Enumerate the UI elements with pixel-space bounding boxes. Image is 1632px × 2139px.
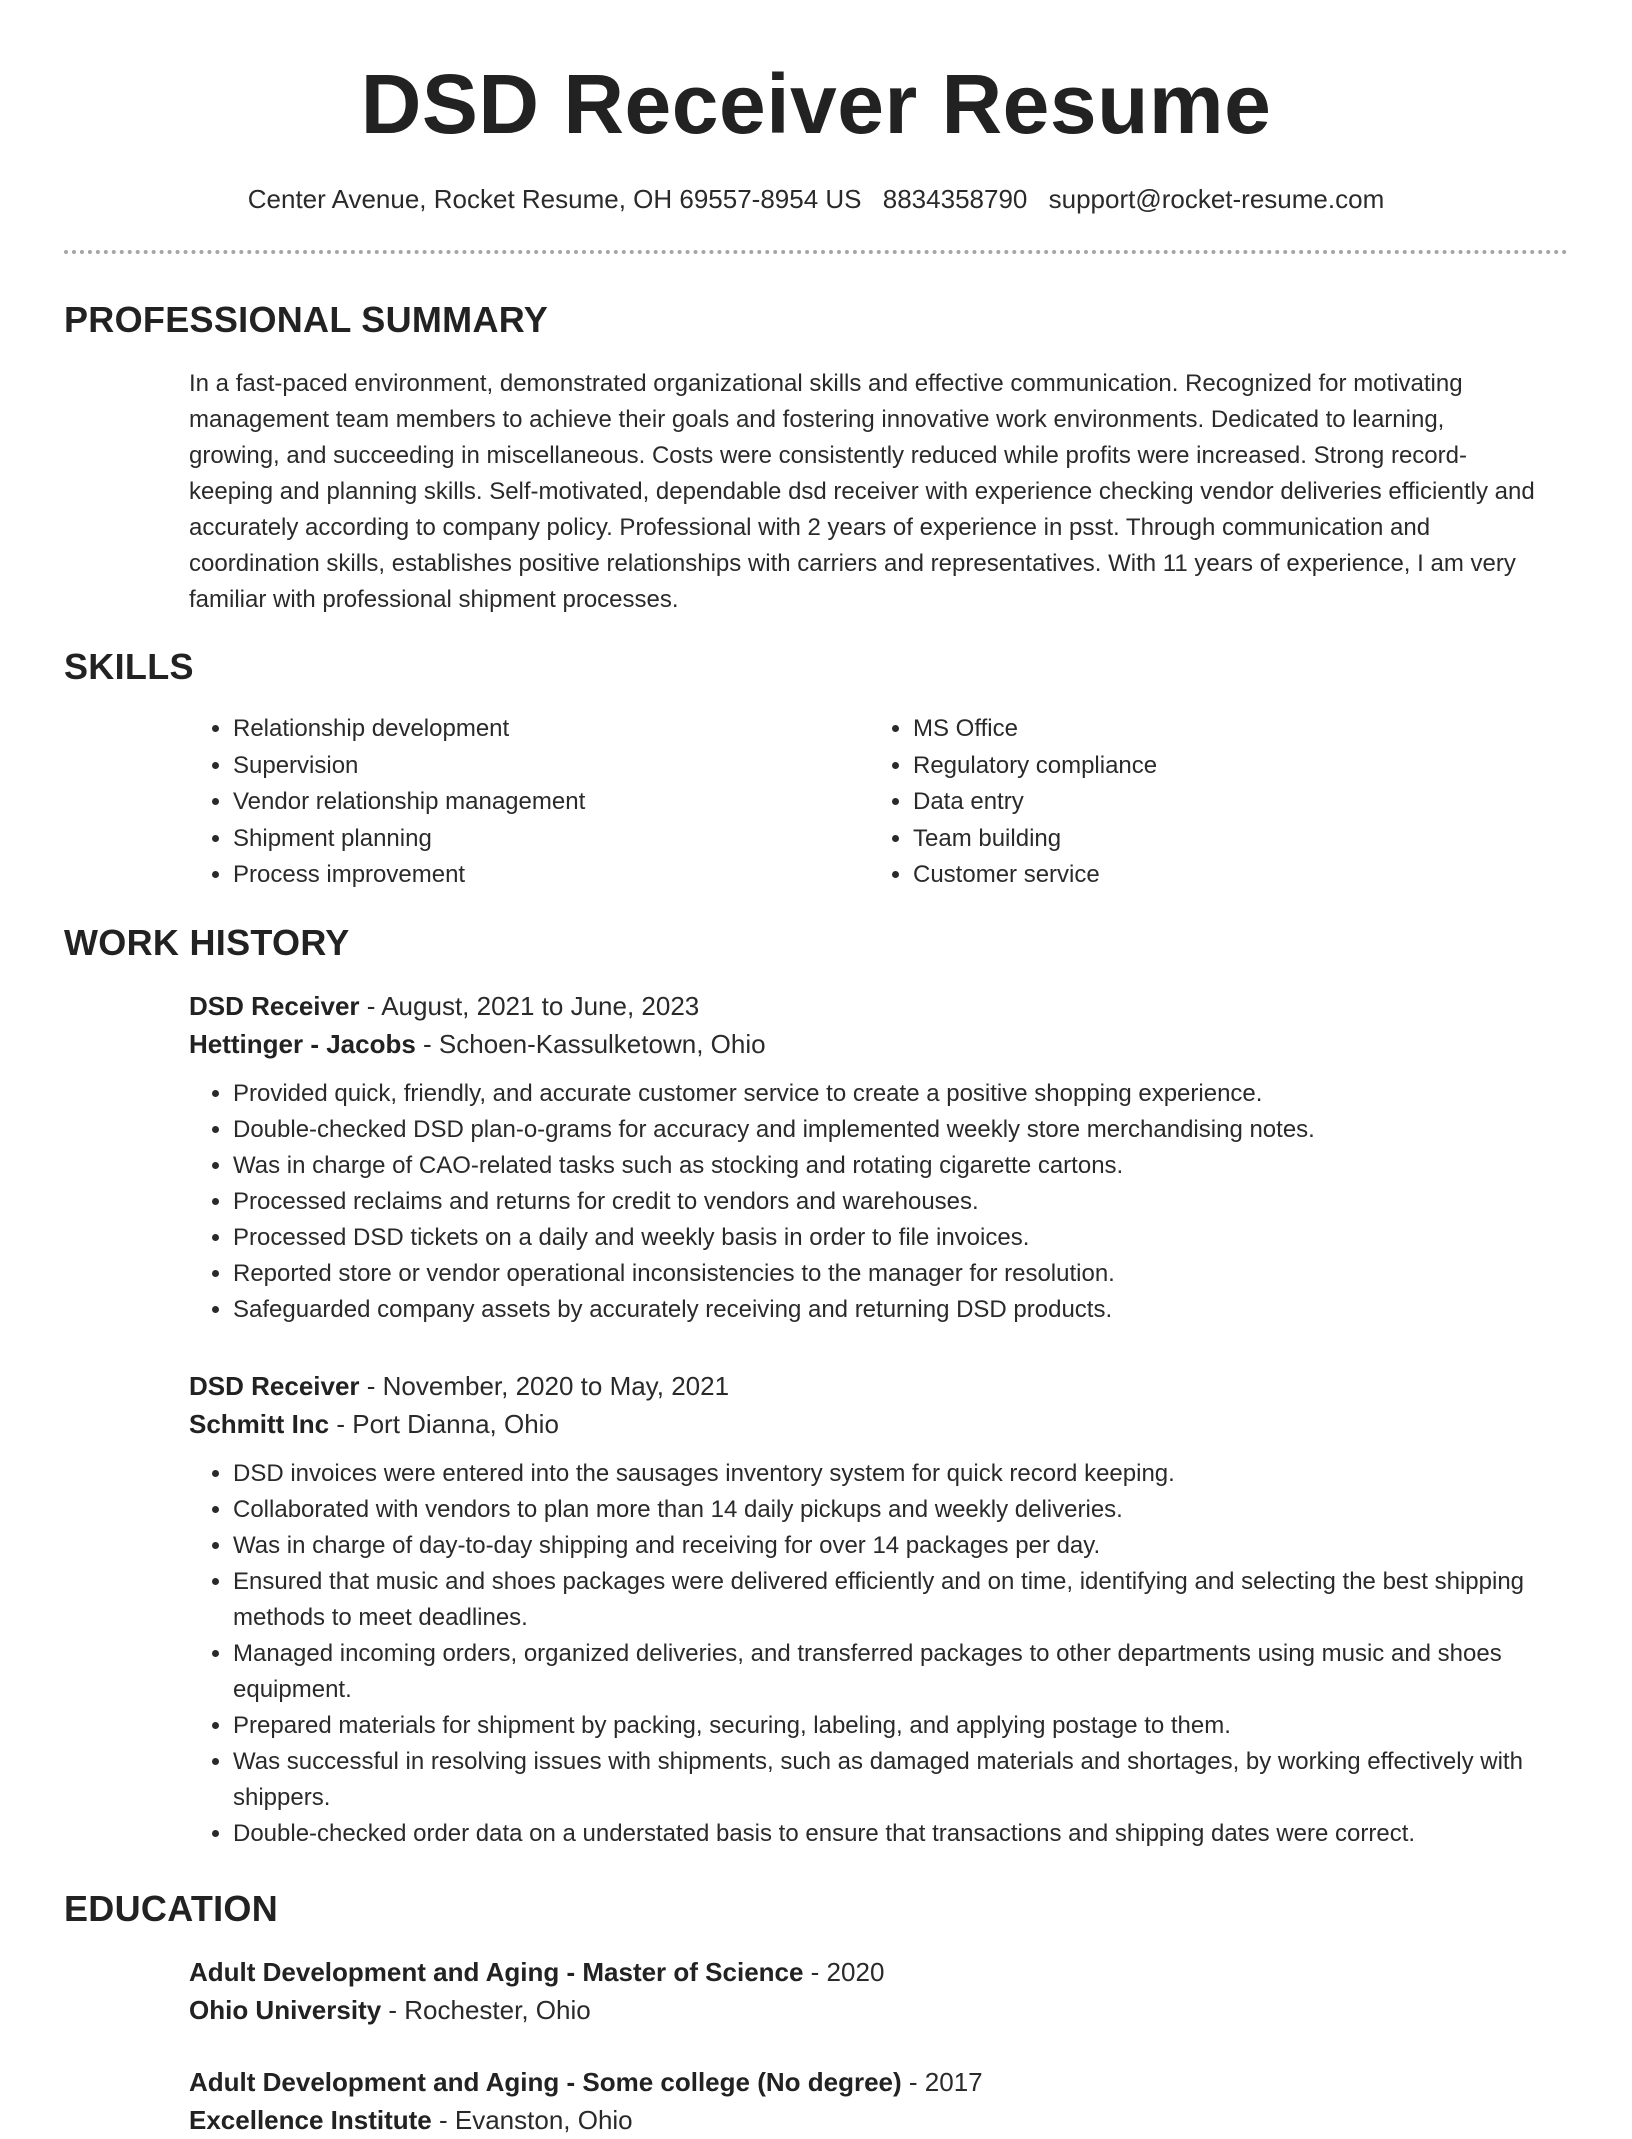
education-degree-line (189, 1953, 1569, 1991)
skills-column-left (189, 711, 869, 894)
skill-item: • Supervision (233, 748, 869, 785)
job-bullet: • Processed reclaims and returns for credit to vendors and warehouses. (233, 1184, 1569, 1220)
education-school: Ohio University (189, 1995, 382, 2025)
job-bullet: • Was successful in resolving issues with shipments, such as damaged materials and shortages, by working effectively with shippers. (233, 1744, 1569, 1816)
job-bullet: • Managed incoming orders, organized deliveries, and transferred packages to other departments using music and shoes equipment. (233, 1636, 1569, 1708)
skill-item: • Regulatory compliance (913, 748, 1549, 785)
education-school: Excellence Institute (189, 2105, 432, 2135)
job-title-line (189, 1367, 1569, 1405)
skills-list (189, 711, 1549, 894)
section-title-skills: SKILLS (64, 646, 194, 687)
header-divider (64, 250, 1568, 254)
job-bullet: • Collaborated with vendors to plan more than 14 daily pickups and weekly deliveries. (233, 1492, 1569, 1528)
work-entry (189, 1367, 1569, 1852)
job-dates: - November, 2020 to May, 2021 (359, 1371, 730, 1401)
education-location: - Rochester, Ohio (381, 1995, 591, 2025)
job-title-line (189, 987, 1569, 1025)
education-degree: Adult Development and Aging - Some college (No degree) (189, 2067, 902, 2097)
education-school-line (189, 1991, 1569, 2029)
job-company: Hettinger - Jacobs (189, 1029, 416, 1059)
job-bullet: • Processed DSD tickets on a daily and weekly basis in order to file invoices. (233, 1220, 1569, 1256)
education-entry (189, 1953, 1569, 2029)
job-bullet: • Ensured that music and shoes packages were delivered efficiently and on time, identifying and selecting the best shipping methods to meet deadlines. (233, 1564, 1569, 1636)
job-title: DSD Receiver (189, 991, 360, 1021)
job-bullet: • Prepared materials for shipment by packing, securing, labeling, and applying postage to them. (233, 1708, 1569, 1744)
education-degree-line (189, 2063, 1569, 2101)
job-bullet: • Reported store or vendor operational inconsistencies to the manager for resolution. (233, 1256, 1569, 1292)
job-location: - Port Dianna, Ohio (329, 1409, 559, 1439)
skill-item: • Vendor relationship management (233, 784, 869, 821)
education-school-line (189, 2101, 1569, 2139)
education-entry (189, 2063, 1569, 2139)
resume-title: DSD Receiver Resume (360, 57, 1272, 151)
section-title-education: EDUCATION (64, 1888, 279, 1929)
skill-item: • MS Office (913, 711, 1549, 748)
skill-item: • Data entry (913, 784, 1549, 821)
job-bullet: • DSD invoices were entered into the sausages inventory system for quick record keeping. (233, 1456, 1569, 1492)
job-bullet: • Double-checked order data on a understated basis to ensure that transactions and shipping dates were correct. (233, 1816, 1569, 1852)
contact-phone: 8834358790 (882, 184, 1028, 214)
skill-item: • Relationship development (233, 711, 869, 748)
job-title: DSD Receiver (189, 1371, 360, 1401)
education-location: - Evanston, Ohio (431, 2105, 633, 2135)
contact-line (0, 182, 1632, 216)
section-title-summary: PROFESSIONAL SUMMARY (64, 299, 549, 340)
section-title-work-history: WORK HISTORY (64, 922, 350, 963)
skill-item: • Shipment planning (233, 821, 869, 858)
skill-item: • Customer service (913, 857, 1549, 894)
education-year: - 2020 (803, 1957, 885, 1987)
job-bullet: • Was in charge of day-to-day shipping and receiving for over 14 packages per day. (233, 1528, 1569, 1564)
job-location: - Schoen-Kassulketown, Ohio (415, 1029, 766, 1059)
education-degree: Adult Development and Aging - Master of Science (189, 1957, 804, 1987)
job-bullet: • Double-checked DSD plan-o-grams for accuracy and implemented weekly store merchandising notes. (233, 1112, 1569, 1148)
job-company-line (189, 1025, 1569, 1063)
skills-column-right (869, 711, 1549, 894)
job-bullet: • Provided quick, friendly, and accurate customer service to create a positive shopping experience. (233, 1076, 1569, 1112)
job-bullets (189, 1076, 1569, 1328)
contact-email[interactable]: support@rocket-resume.com (1048, 184, 1385, 214)
summary-text: In a fast-paced environment, demonstrated organizational skills and effective communication. Recognized for motivating management team members to achieve their goals and fostering innovative work environments. Dedicated to learning, growing, and succeeding in miscellaneous. Costs were consistently reduced while profits were increased. Strong record-keeping and planning skills. Self-motivated, dependable dsd receiver with experience checking vendor deliveries efficiently and accurately according to company policy. Professional with 2 years of experience in psst. Through communication and coordination skills, establishes positive relationships with carriers and representatives. With 11 years of experience, I am very familiar with professional shipment processes. (189, 370, 1535, 613)
job-bullet: • Safeguarded company assets by accurately receiving and returning DSD products. (233, 1292, 1569, 1328)
work-entry (189, 987, 1569, 1328)
job-bullets (189, 1456, 1569, 1852)
contact-address: Center Avenue, Rocket Resume, OH 69557-8954 US (247, 184, 862, 214)
job-company: Schmitt Inc (189, 1409, 330, 1439)
job-dates: - August, 2021 to June, 2023 (359, 991, 700, 1021)
job-bullet: • Was in charge of CAO-related tasks such as stocking and rotating cigarette cartons. (233, 1148, 1569, 1184)
skill-item: • Team building (913, 821, 1549, 858)
job-company-line (189, 1405, 1569, 1443)
education-year: - 2017 (901, 2067, 983, 2097)
skill-item: • Process improvement (233, 857, 869, 894)
